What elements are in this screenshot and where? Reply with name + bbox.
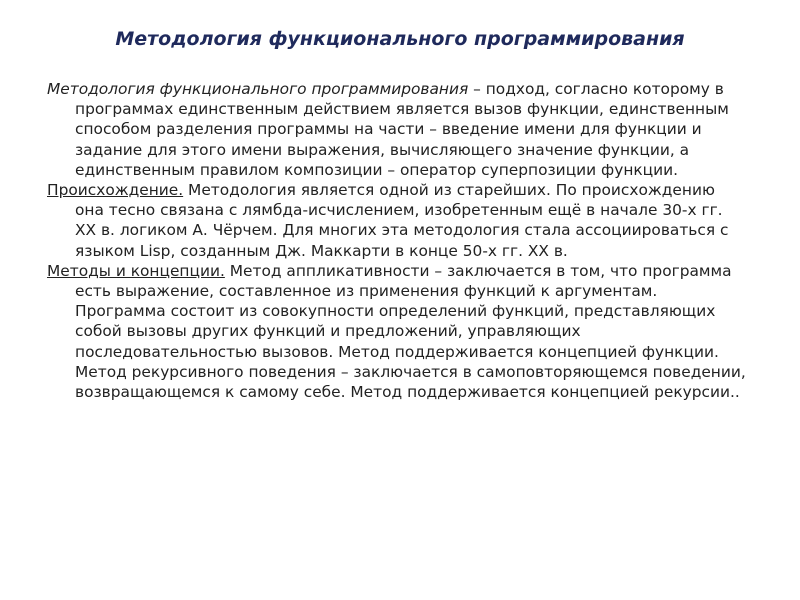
methods-label: Методы и концепции. — [47, 261, 225, 280]
slide-body — [47, 79, 747, 402]
methods-text: Метод аппликативности – заключается в том, что программа есть выражение, составленное из применения функций к аргументам. Программа состоит из совокупности определений функций, представляющих собой вызовы других функций и предложений, управляющих последовательностью вызовов. Метод поддерживается концепцией функции. Метод рекурсивного поведения – заключается в самоповторяющемся поведении, возвращающемся к самому себе. Метод поддерживается концепцией рекурсии.. — [75, 261, 746, 402]
origin-text: Методология является одной из старейших. По происхождению она тесно связана с лямбда-исчислением, изобретенным ещё в начале 30-х гг. XX в. логиком А. Чёрчем. Для многих эта методология стала ассоциироваться с языком Lisp, созданным Дж. Маккарти в конце 50-х гг. XX в. — [75, 181, 729, 260]
paragraph-origin — [47, 180, 747, 261]
slide-title: Методология функционального программирования — [115, 28, 685, 50]
definition-text: – подход, согласно которому в программах единственным действием является вызов функции, единственным способом разделения программы на части – введение имени для функции и задание для этого имени выражения, вычисляющего значение функции, а единственным правилом композиции – оператор суперпозиции функции. — [75, 80, 729, 179]
paragraph-definition — [47, 79, 747, 180]
origin-label: Происхождение. — [47, 181, 184, 200]
definition-term: Методология функционального программирования — [47, 80, 469, 98]
paragraph-methods — [47, 261, 747, 402]
